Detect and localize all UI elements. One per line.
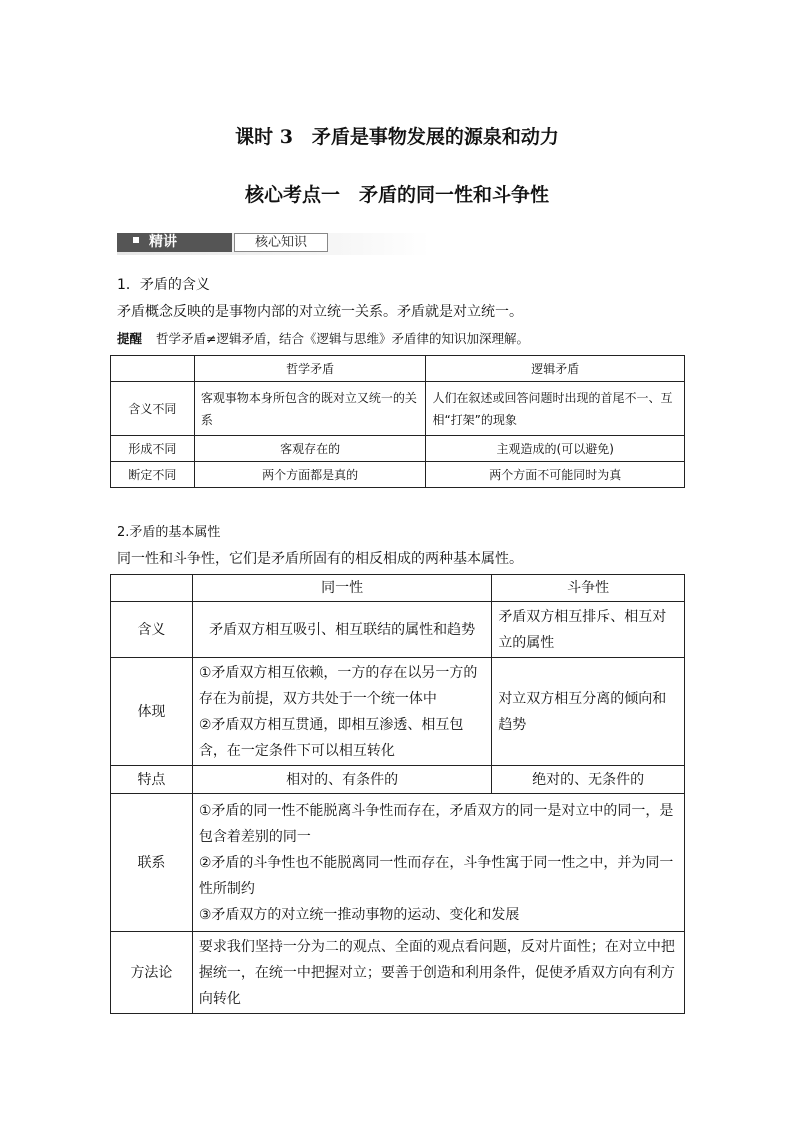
table-cell: 矛盾双方相互排斥、相互对立的属性 (492, 602, 685, 658)
table-row (111, 462, 685, 488)
tip-text: 哲学矛盾≠逻辑矛盾，结合《逻辑与思维》矛盾律的知识加深理解。 (156, 331, 529, 346)
key-point-title: 核心考点一 矛盾的同一性和斗争性 (244, 184, 549, 206)
table-cell: 两个方面都是真的 (194, 462, 426, 488)
row-label: 形成不同 (111, 436, 195, 462)
table-cell: 客观存在的 (194, 436, 426, 462)
row-label: 方法论 (111, 932, 193, 1014)
row-label: 含义不同 (111, 382, 195, 436)
table-header-cell (111, 356, 195, 382)
table-row (111, 602, 685, 658)
table-header-row (111, 356, 685, 382)
table-row (111, 436, 685, 462)
table-header-cell: 逻辑矛盾 (426, 356, 685, 382)
tag-primary (117, 233, 232, 252)
table-header-cell: 哲学矛盾 (194, 356, 426, 382)
tip-label: 提醒 (117, 331, 143, 346)
cell-line: ①矛盾双方相互依赖，一方的存在以另一方的存在为前提，双方共处于一个统一体中 (198, 664, 478, 707)
table-header-cell (111, 575, 193, 602)
table-row (111, 658, 685, 766)
row-label: 断定不同 (111, 462, 195, 488)
lesson-title: 课时 3 矛盾是事物发展的源泉和动力 (235, 126, 559, 148)
table-cell: 两个方面不可能同时为真 (426, 462, 685, 488)
table-cell: 要求我们坚持一分为二的观点、全面的观点看问题，反对片面性；在对立中把握统一，在统一中把握对立；要善于创造和利用条件，促使矛盾双方向有利方向转化 (192, 932, 684, 1014)
table-cell (192, 794, 684, 932)
section2-text: 同一性和斗争性，它们是矛盾所固有的相反相成的两种基本属性。 (117, 551, 523, 567)
table-row (111, 932, 685, 1014)
table-header-row (111, 575, 685, 602)
table-row (111, 382, 685, 436)
tag-primary-label: 精讲 (149, 234, 177, 250)
cell-line: ②矛盾双方相互贯通，即相互渗透、相互包含，在一定条件下可以相互转化 (198, 716, 464, 759)
table-cell: 矛盾双方相互吸引、相互联结的属性和趋势 (192, 602, 491, 658)
tag-secondary: 核心知识 (234, 233, 328, 252)
table-cell: 绝对的、无条件的 (492, 766, 685, 794)
section2-heading: 2.矛盾的基本属性 (117, 525, 221, 540)
table-row (111, 766, 685, 794)
table-cell: 人们在叙述或回答问题时出现的首尾不一、互相“打架”的现象 (426, 382, 685, 436)
table-header-cell: 同一性 (192, 575, 491, 602)
table-row (111, 794, 685, 932)
basic-attributes-table (110, 574, 685, 1014)
cell-line: ②矛盾的斗争性也不能脱离同一性而存在，斗争性寓于同一性之中，并为同一性所制约 (198, 854, 674, 897)
section1-text: 矛盾概念反映的是事物内部的对立统一关系。矛盾就是对立统一。 (117, 304, 523, 320)
section1-heading: 1．矛盾的含义 (117, 277, 210, 293)
table-cell: 主观造成的(可以避免) (426, 436, 685, 462)
cell-line: ①矛盾的同一性不能脱离斗争性而存在，矛盾双方的同一是对立中的同一，是包含着差别的同一 (198, 802, 674, 845)
table-cell: 客观事物本身所包含的既对立又统一的关系 (194, 382, 426, 436)
table-cell: 相对的、有条件的 (192, 766, 491, 794)
tip-line (117, 329, 529, 347)
row-label: 联系 (111, 794, 193, 932)
table-cell (192, 658, 491, 766)
contradiction-comparison-table (110, 355, 685, 488)
table-header-cell: 斗争性 (492, 575, 685, 602)
square-bullet-icon (133, 237, 139, 243)
row-label: 含义 (111, 602, 193, 658)
row-label: 体现 (111, 658, 193, 766)
row-label: 特点 (111, 766, 193, 794)
cell-line: ③矛盾双方的对立统一推动事物的运动、变化和发展 (198, 906, 520, 923)
table-cell: 对立双方相互分离的倾向和趋势 (492, 658, 685, 766)
